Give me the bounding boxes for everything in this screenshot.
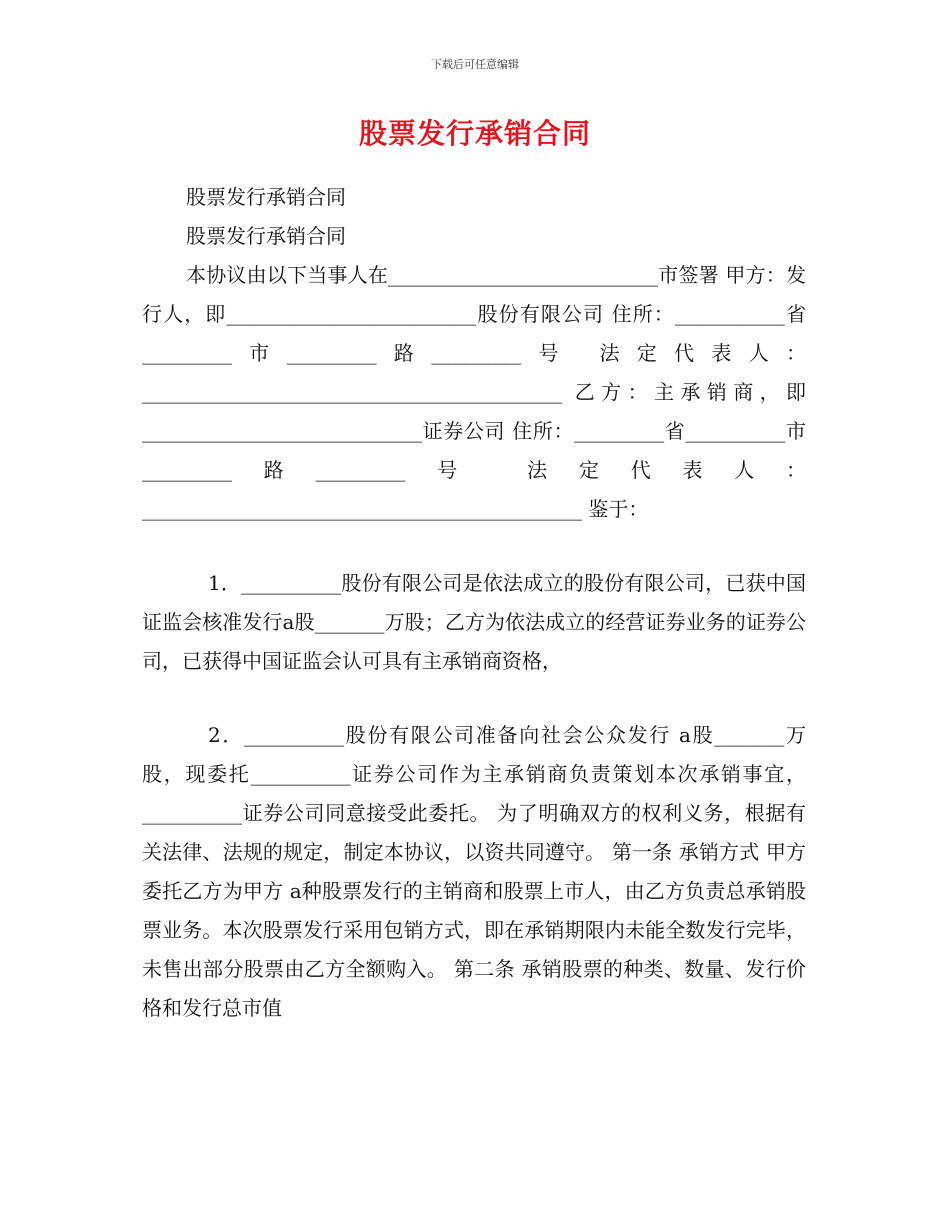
- clause-1-paragraph: 1．__________股份有限公司是依法成立的股份有限公司，已获中国证监会核准发行a股_______万股；乙方为依法成立的经营证券业务的证券公司，已获得中国证监会认可具有主承销商资格，: [142, 571, 806, 673]
- subtitle-line-2: 股票发行承销合同: [186, 224, 346, 248]
- header-note: 下载后可任意编辑: [431, 58, 519, 71]
- document-title: 股票发行承销合同: [358, 117, 591, 150]
- document-body: [142, 178, 806, 1028]
- paragraph-gap: [142, 529, 806, 564]
- clause-2-paragraph: 2．__________股份有限公司准备向社会公众发行 a股_______万股，现委托__________证券公司作为主承销商负责策划本次承销事宜，__________证券公司同意接受此委托。 为了明确双方的权利义务，根据有关法律、法规的规定，制定本协议，以资共同遵守。 第一条 承销方式 甲方委托乙方为甲方 a种股票发行的主销商和股票上市人，由乙方负责总承销股票业务。本次股票发行采用包销方式，即在承销期限内未能全数发行完毕，未售出部分股票由乙方全额购入。 第二条 承销股票的种类、数量、发行价格和发行总市值: [142, 723, 806, 1020]
- subtitle-line-1: 股票发行承销合同: [186, 185, 346, 209]
- parties-paragraph: 本协议由以下当事人在___________________________市签署 甲方：发行人，即_________________________股份有限公司 住所：___________省_________市_________路_________号 法定代表人：__________________________________________ 乙方：主承销商，即____________________________证券公司 住所：_________省__________市_________路_________号 法定代表人：____________________________________________ 鉴于：: [142, 263, 806, 521]
- paragraph-gap: [142, 681, 806, 716]
